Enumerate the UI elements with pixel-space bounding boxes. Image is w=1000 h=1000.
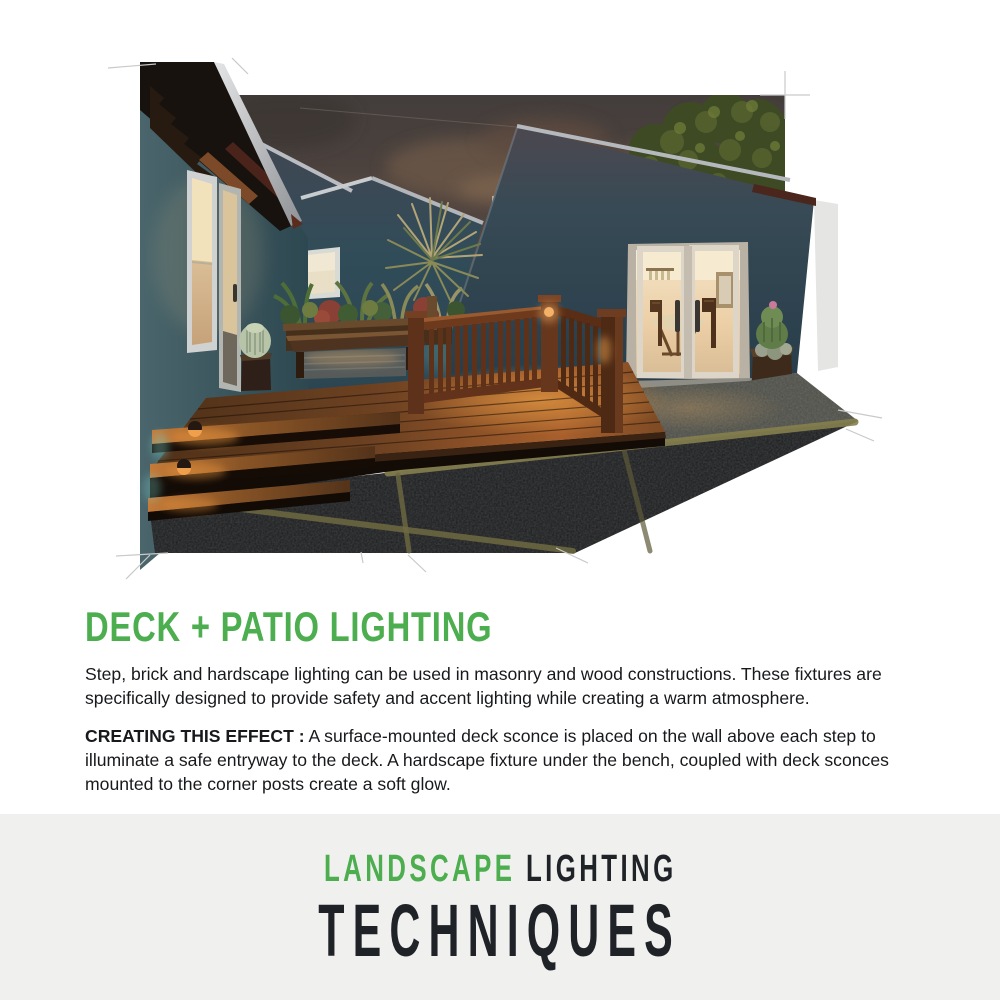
footer-brand-band [0, 814, 1000, 1000]
door-handle-left [675, 300, 680, 332]
bench [286, 330, 426, 379]
brand-word-landscape: LANDSCAPE [323, 848, 516, 890]
wall-ghost-panel [814, 200, 838, 371]
effect-paragraph [85, 724, 941, 796]
door-handle-right [695, 300, 700, 332]
brand-word-lighting: LIGHTING [515, 848, 677, 890]
description-paragraph: Step, brick and hardscape lighting can be used in masonry and wood constructions. These fixtures are specifically designed to provide safety and accent lighting while creating a warm atmosphere. [85, 664, 882, 708]
brand-line-1 [324, 850, 677, 888]
effect-text: A surface-mounted deck sconce is placed on the wall above each step to illuminate a safe entryway to the deck. A hardscape fixture under the bench, coupled with deck sconces mounted to the corner posts create a soft glow. [85, 726, 889, 794]
brand-word-techniques: TECHNIQUES [318, 889, 682, 972]
railing-post [408, 316, 424, 414]
door-handle [233, 284, 237, 302]
effect-label: CREATING THIS EFFECT : [85, 726, 305, 746]
post-sconce-glow [597, 336, 611, 364]
caption-section [85, 603, 941, 796]
page-title: DECK + PATIO LIGHTING [85, 603, 493, 650]
left-wall-door [219, 183, 241, 392]
left-wall-window [187, 170, 217, 353]
cactus-planter-left [239, 323, 272, 391]
french-doors [618, 242, 758, 390]
cactus-flower [769, 301, 777, 309]
hardscape-light-glow [304, 350, 400, 366]
